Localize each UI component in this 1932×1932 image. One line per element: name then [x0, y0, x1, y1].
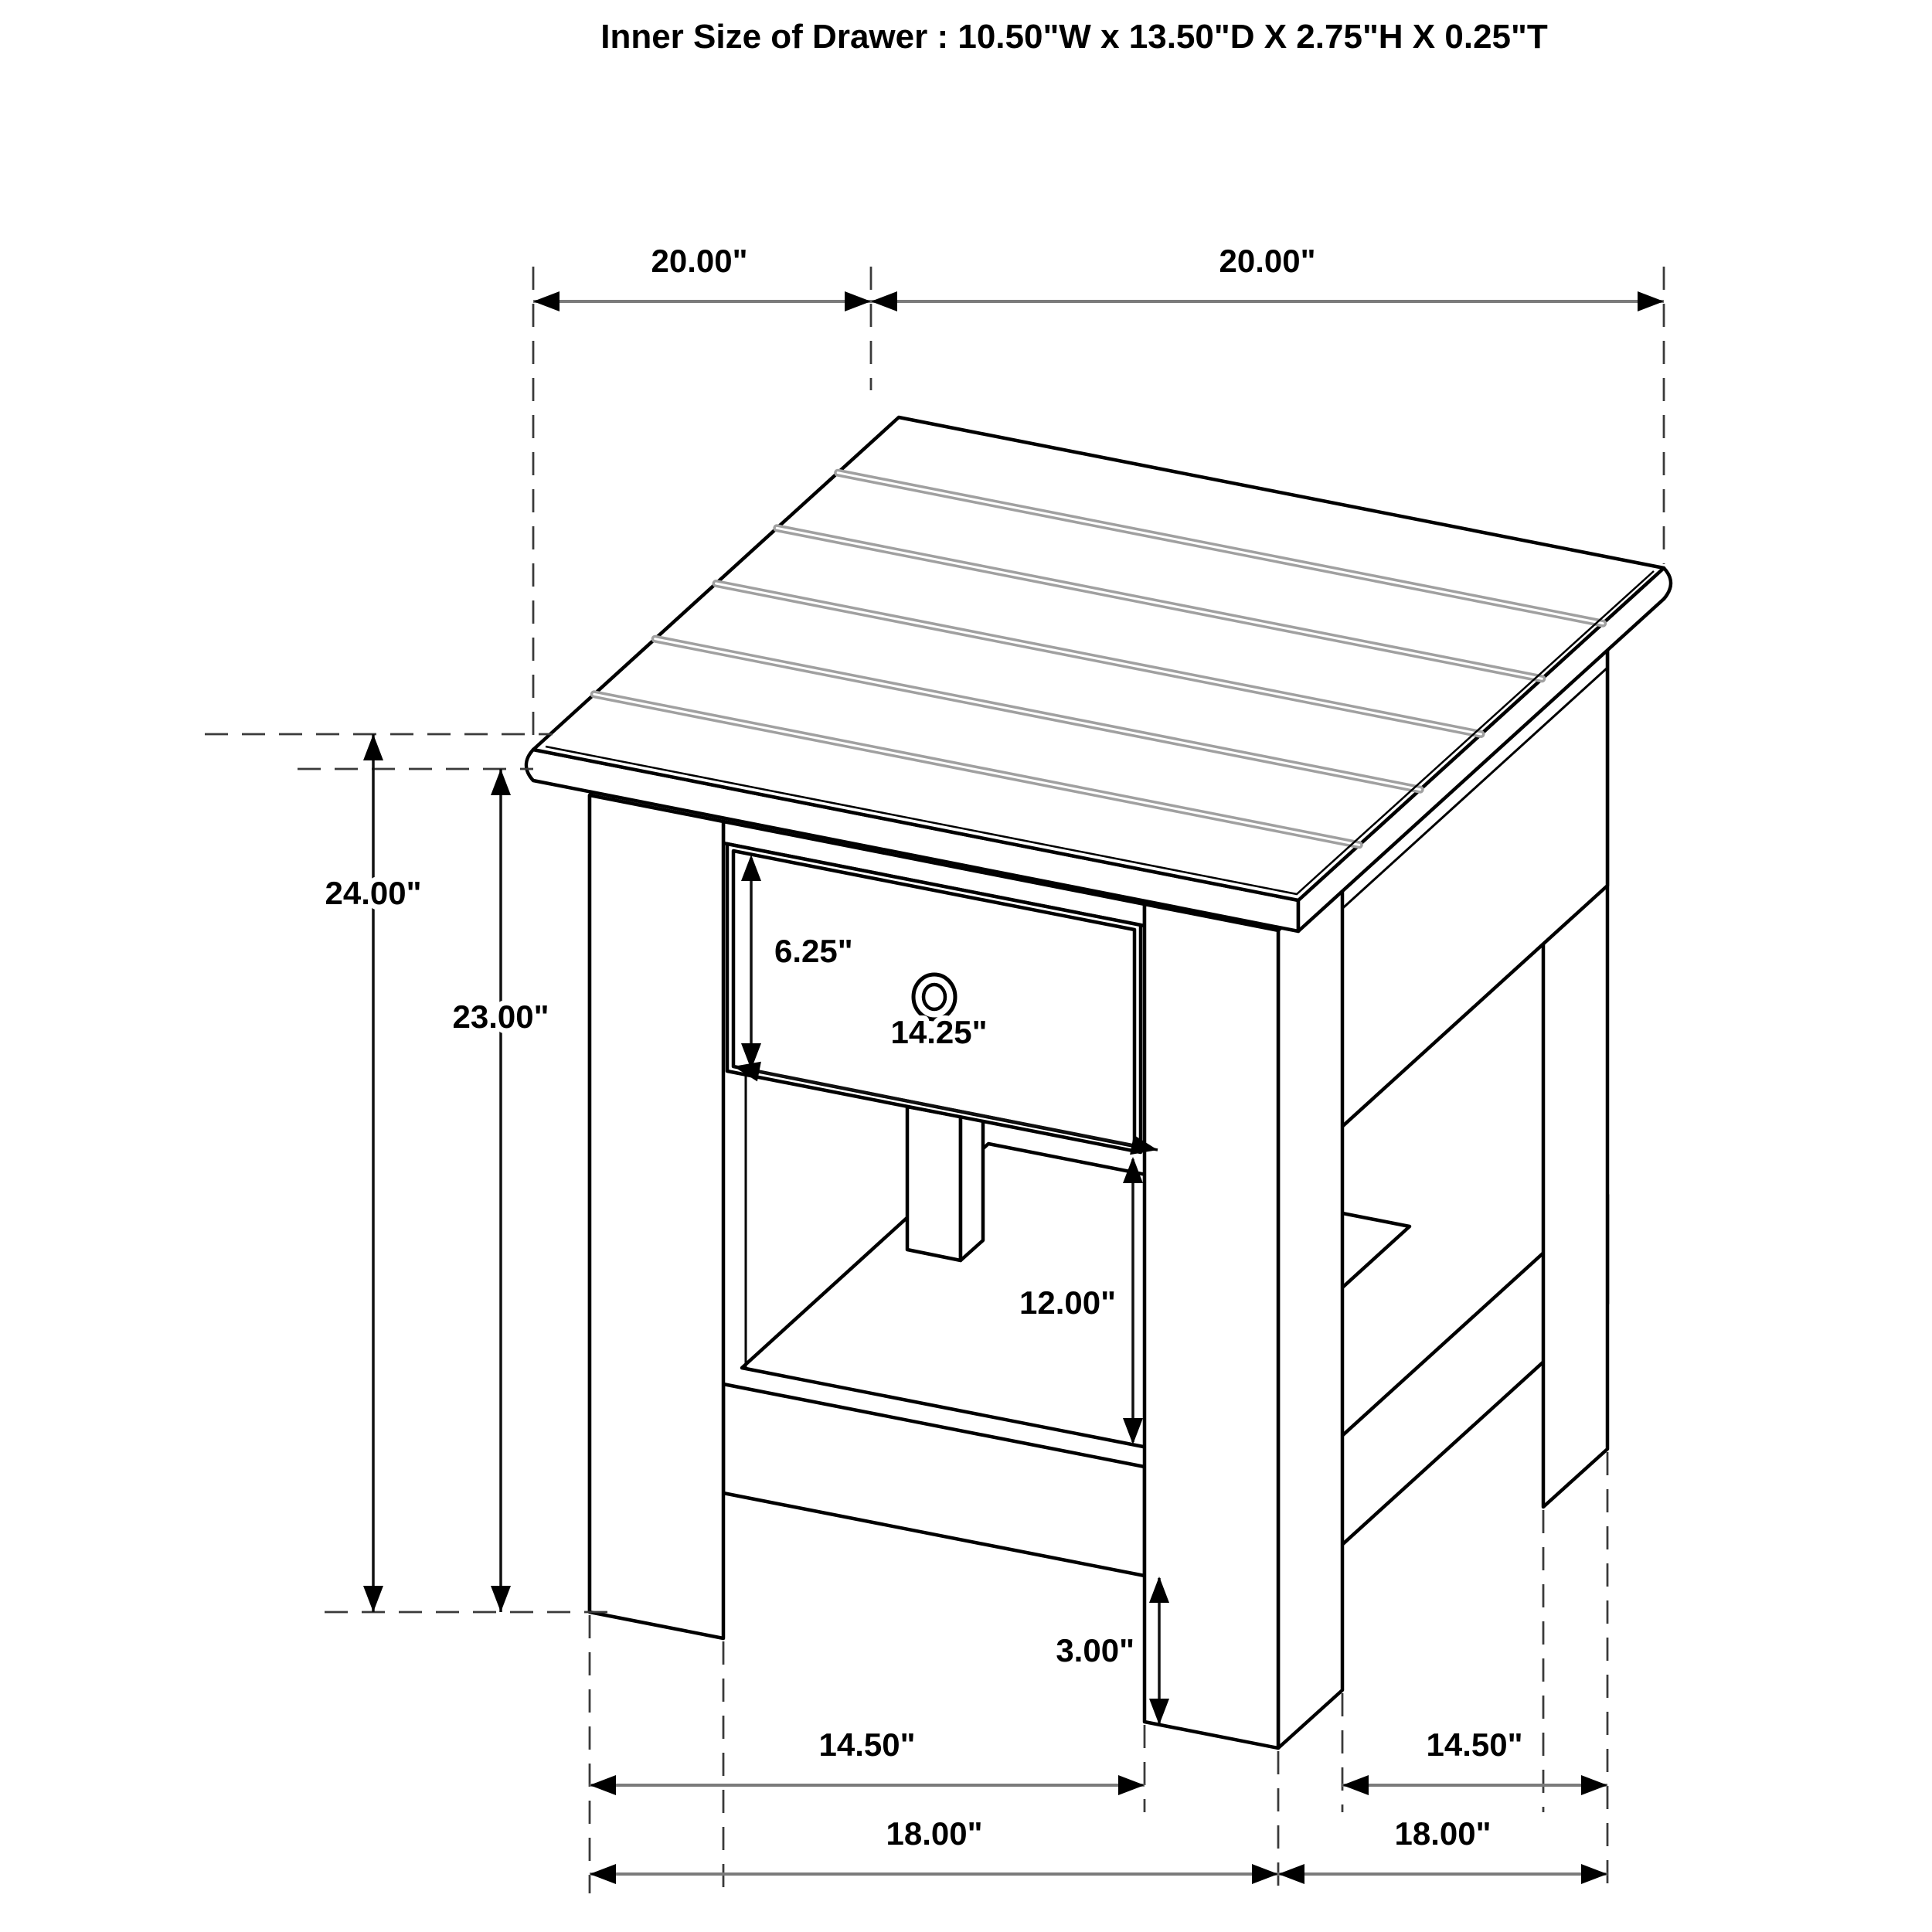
front-right-leg	[1145, 904, 1278, 1748]
drawer-support-post-front	[907, 1107, 961, 1260]
dim-top-width-right-label: 20.00"	[1219, 243, 1316, 279]
dim-front-outer-span-label: 18.00"	[886, 1815, 983, 1852]
arrowhead-icon	[1638, 291, 1664, 311]
arrowhead-icon	[1252, 1864, 1278, 1884]
dim-front-leg-span-label: 14.50"	[818, 1726, 916, 1763]
arrowhead-icon	[491, 769, 511, 795]
dim-drawer-height-label: 6.25"	[774, 933, 853, 969]
front-left-leg	[590, 795, 723, 1638]
dim-outer-spans	[590, 1815, 1607, 1884]
arrowhead-icon	[590, 1864, 616, 1884]
arrowhead-icon	[1581, 1775, 1607, 1795]
dim-shelf-clearance-label: 12.00"	[1019, 1284, 1116, 1321]
dim-side-leg-span-label: 14.50"	[1426, 1726, 1523, 1763]
arrowhead-icon	[363, 734, 383, 760]
arrowhead-icon	[1342, 1775, 1369, 1795]
front-right-leg-side	[1278, 872, 1342, 1748]
arrowhead-icon	[1278, 1864, 1304, 1884]
arrowhead-icon	[845, 291, 871, 311]
arrowhead-icon	[491, 1586, 511, 1612]
dim-drawer-width-label: 14.25"	[890, 1014, 988, 1050]
dim-heights	[205, 734, 611, 1612]
dim-side-outer-span-label: 18.00"	[1394, 1815, 1492, 1852]
arrowhead-icon	[871, 291, 897, 311]
end-table-illustration	[526, 417, 1671, 1748]
dim-overall-height-label: 24.00"	[325, 875, 422, 911]
arrowhead-icon	[1581, 1864, 1607, 1884]
dim-leg-height-label: 23.00"	[452, 998, 549, 1035]
arrowhead-icon	[363, 1586, 383, 1612]
dim-leg-spans	[590, 1726, 1607, 1795]
page-title: Inner Size of Drawer : 10.50"W x 13.50"D X 2.75"H X 0.25"T	[600, 18, 1548, 56]
dim-top-width-left-label: 20.00"	[651, 243, 748, 279]
dim-foot-height-label: 3.00"	[1056, 1632, 1134, 1668]
arrowhead-icon	[590, 1775, 616, 1795]
arrowhead-icon	[1118, 1775, 1145, 1795]
drawer-knob-inner-ring	[923, 985, 945, 1009]
arrowhead-icon	[533, 291, 560, 311]
